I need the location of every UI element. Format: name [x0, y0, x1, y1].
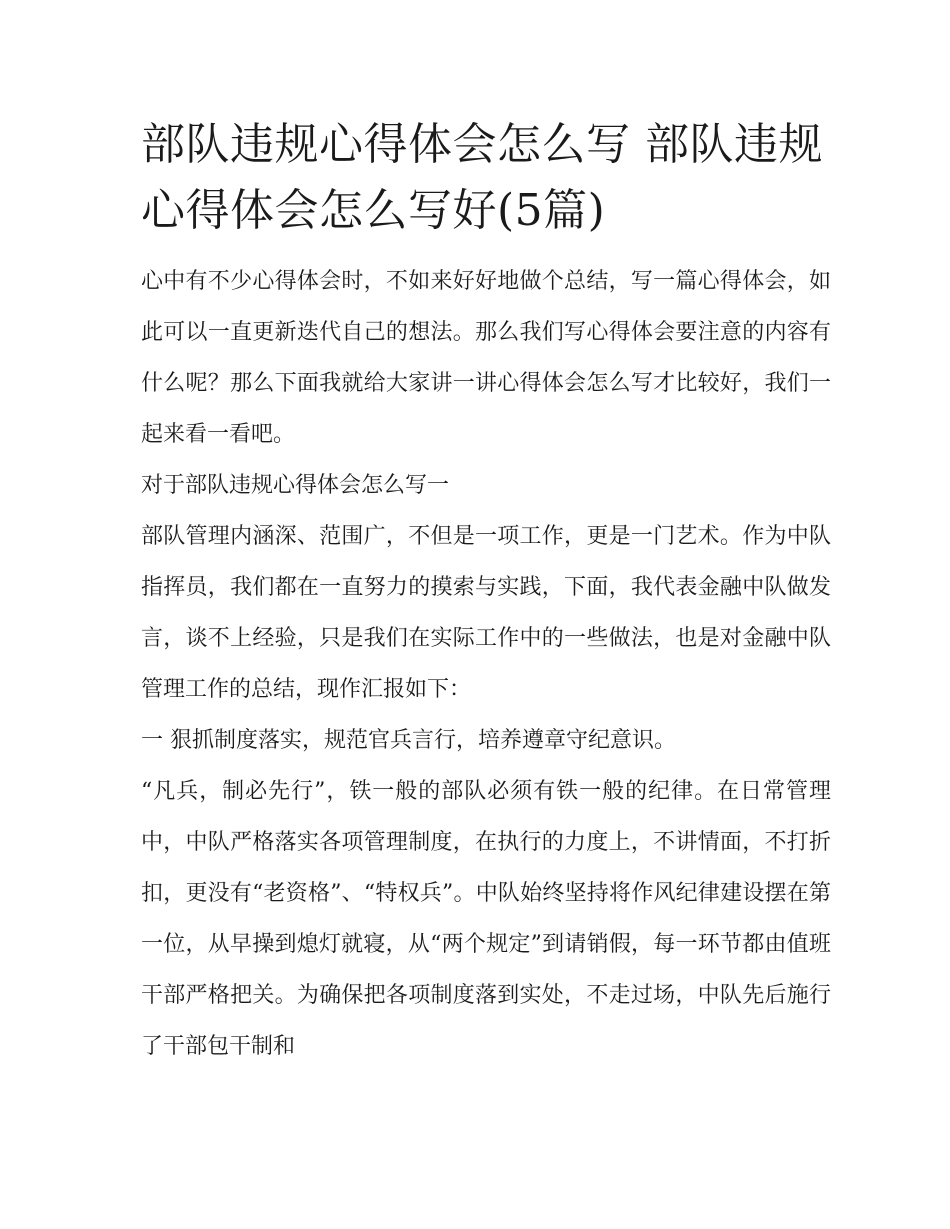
- section-heading: 对于部队违规心得体会怎么写一: [141, 473, 450, 498]
- body-paragraph: “凡兵，制必先行”，铁一般的部队必须有铁一般的纪律。在日常管理中，中队严格落实各项管理制度，在执行的力度上，不讲情面，不打折扣，更没有“老资格”、“特权兵”。中队始终坚持将作风纪律建设摆在第一位，从早操到熄灯就寝，从“两个规定”到请销假，每一环节都由值班干部严格把关。为确保把各项制度落到实处，不走过场，中队先后施行了干部包干制和: [141, 779, 831, 1059]
- body-paragraph: 部队管理内涵深、范围广，不但是一项工作，更是一门艺术。作为中队指挥员，我们都在一直努力的摸索与实践，下面，我代表金融中队做发言，谈不上经验，只是我们在实际工作中的一些做法，也是对金融中队管理工作的总结，现作汇报如下：: [141, 524, 831, 702]
- intro-paragraph: 心中有不少心得体会时，不如来好好地做个总结，写一篇心得体会，如此可以一直更新迭代自己的想法。那么我们写心得体会要注意的内容有什么呢？那么下面我就给大家讲一讲心得体会怎么写才比较好，我们一起来看一看吧。: [141, 269, 831, 447]
- document-title: 部队违规心得体会怎么写 部队违规心得体会怎么写好(5篇): [141, 119, 823, 236]
- document-content: [141, 112, 831, 1072]
- point-heading: 一 狠抓制度落实，规范官兵言行，培养遵章守纪意识。: [141, 728, 676, 753]
- document-body: [141, 256, 831, 1072]
